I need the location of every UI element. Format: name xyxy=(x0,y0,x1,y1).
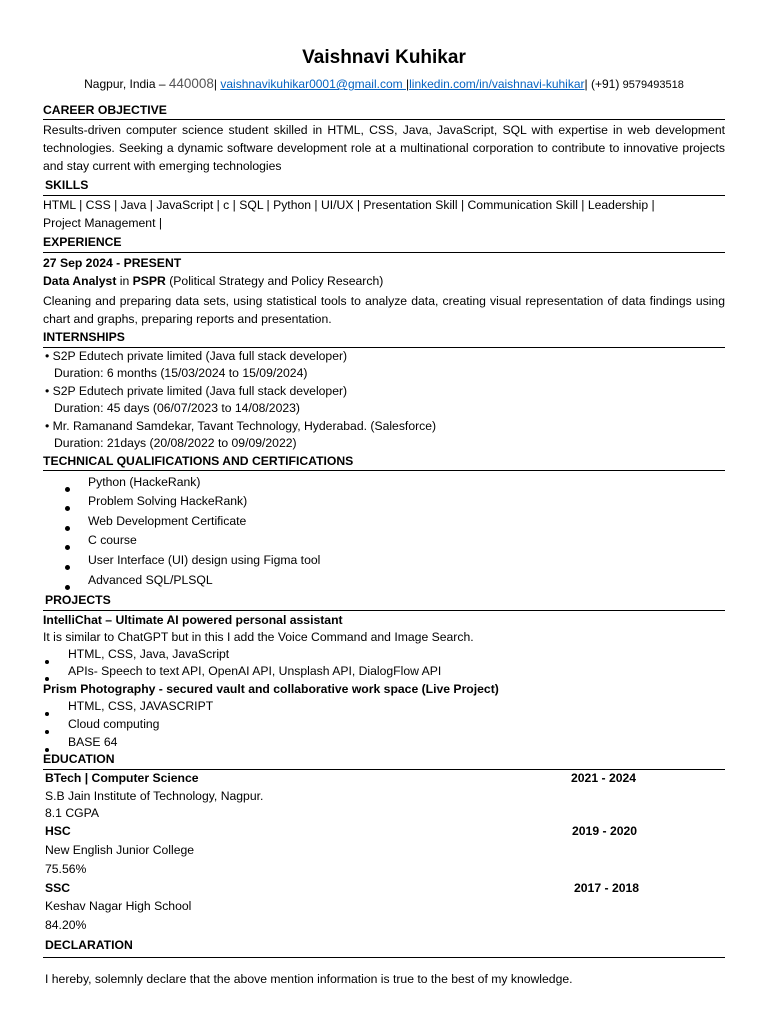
separator: | (+91) xyxy=(584,77,623,91)
internship-title: • S2P Edutech private limited (Java full stack developer) xyxy=(45,349,348,363)
skills-line-1: HTML | CSS | Java | JavaScript | c | SQL | Python | UI/UX | Presentation Skill | Communication Skill | Leadership | xyxy=(43,198,655,212)
education-years: 2017 - 2018 xyxy=(574,881,640,895)
project-title: IntelliChat – Ultimate AI powered personal assistant xyxy=(43,613,343,627)
certification-item: Python (HackeRank) xyxy=(88,475,201,489)
bullet-icon xyxy=(65,482,70,496)
skills-heading: SKILLS xyxy=(45,178,89,192)
project-item: HTML, CSS, Java, JavaScript xyxy=(68,647,230,661)
education-school: Keshav Nagar High School xyxy=(45,899,192,913)
project-title: Prism Photography - secured vault and collaborative work space (Live Project) xyxy=(43,682,499,696)
section-divider xyxy=(43,470,725,471)
certification-item: Advanced SQL/PLSQL xyxy=(88,573,213,587)
education-score: 84.20% xyxy=(45,918,87,932)
project-item: BASE 64 xyxy=(68,735,118,749)
experience-heading: EXPERIENCE xyxy=(43,235,122,249)
email-link[interactable]: vaishnavikuhikar0001@gmail.com xyxy=(220,77,406,91)
pin-code: 440008 xyxy=(168,76,214,91)
education-degree: SSC xyxy=(45,881,71,895)
experience-description: Cleaning and preparing data sets, using statistical tools to analyze data, creating visual representation of data findings using chart and graphs, preparing reports and presentation. xyxy=(43,294,725,326)
education-school: New English Junior College xyxy=(45,843,195,857)
contact-line xyxy=(0,76,768,91)
projects-heading: PROJECTS xyxy=(45,593,111,607)
education-years: 2019 - 2020 xyxy=(572,824,638,838)
bullet-icon xyxy=(45,706,49,720)
project-item: APIs- Speech to text API, OpenAI API, Unsplash API, DialogFlow API xyxy=(68,664,442,678)
education-degree: HSC xyxy=(45,824,71,838)
certification-item: Web Development Certificate xyxy=(88,514,247,528)
education-school: S.B Jain Institute of Technology, Nagpur. xyxy=(45,789,264,803)
section-divider xyxy=(43,769,725,770)
section-divider xyxy=(43,347,725,348)
location: Nagpur, India – xyxy=(84,77,169,91)
phone-number: 9579493518 xyxy=(622,79,684,91)
bullet-icon xyxy=(65,560,70,574)
internship-duration: Duration: 6 months (15/03/2024 to 15/09/2024) xyxy=(54,366,308,380)
project-description: It is similar to ChatGPT but in this I add the Voice Command and Image Search. xyxy=(43,630,474,644)
organization: PSPR xyxy=(132,274,166,288)
separator: | xyxy=(213,77,221,91)
section-divider xyxy=(43,195,725,196)
skills-line-2: Project Management | xyxy=(43,216,163,230)
project-item: Cloud computing xyxy=(68,717,160,731)
declaration-heading: DECLARATION xyxy=(45,938,133,952)
declaration-text: I hereby, solemnly declare that the above mention information is true to the best of my knowledge. xyxy=(45,972,573,986)
internships-heading: INTERNSHIPS xyxy=(43,330,125,344)
job-role: Data Analyst xyxy=(43,274,117,288)
bullet-icon xyxy=(45,724,49,738)
experience-date: 27 Sep 2024 - PRESENT xyxy=(43,256,182,270)
internship-duration: Duration: 45 days (06/07/2023 to 14/08/2023) xyxy=(54,401,300,415)
career-objective-text: Results-driven computer science student skilled in HTML, CSS, Java, JavaScript, SQL with expertise in web development technologies. Seeking a dynamic software development role at a multinational corporation to contribute to innovative projects and stay current with emerging technologies xyxy=(43,123,725,173)
education-score: 75.56% xyxy=(45,862,87,876)
linkedin-link[interactable]: linkedin.com/in/vaishnavi-kuhikar xyxy=(409,77,585,91)
internship-title: • Mr. Ramanand Samdekar, Tavant Technology, Hyderabad. (Salesforce) xyxy=(45,419,437,433)
internship-duration: Duration: 21days (20/08/2022 to 09/09/2022) xyxy=(54,436,297,450)
education-score: 8.1 CGPA xyxy=(45,806,99,820)
project-item: HTML, CSS, JAVASCRIPT xyxy=(68,699,214,713)
experience-role-line xyxy=(43,274,383,288)
separator: | xyxy=(405,77,410,91)
section-divider xyxy=(43,252,725,253)
organization-full-name: (Political Strategy and Policy Research) xyxy=(165,274,384,288)
certifications-heading: TECHNICAL QUALIFICATIONS AND CERTIFICATIONS xyxy=(43,454,354,468)
career-objective-heading: CAREER OBJECTIVE xyxy=(43,103,167,117)
certification-item: Problem Solving HackeRank) xyxy=(88,494,248,508)
candidate-name: Vaishnavi Kuhikar xyxy=(302,47,466,68)
education-degree: BTech | Computer Science xyxy=(45,771,199,785)
certification-item: User Interface (UI) design using Figma tool xyxy=(88,553,321,567)
section-divider xyxy=(43,957,725,958)
bullet-icon xyxy=(45,654,49,668)
section-divider xyxy=(43,610,725,611)
certification-item: C course xyxy=(88,533,137,547)
education-years: 2021 - 2024 xyxy=(571,771,637,785)
bullet-icon xyxy=(65,580,70,594)
internship-title: • S2P Edutech private limited (Java full stack developer) xyxy=(45,384,348,398)
bullet-icon xyxy=(65,540,70,554)
role-connector: in xyxy=(116,274,133,288)
bullet-icon xyxy=(65,501,70,515)
education-heading: EDUCATION xyxy=(43,752,115,766)
section-divider xyxy=(43,119,725,120)
bullet-icon xyxy=(65,521,70,535)
